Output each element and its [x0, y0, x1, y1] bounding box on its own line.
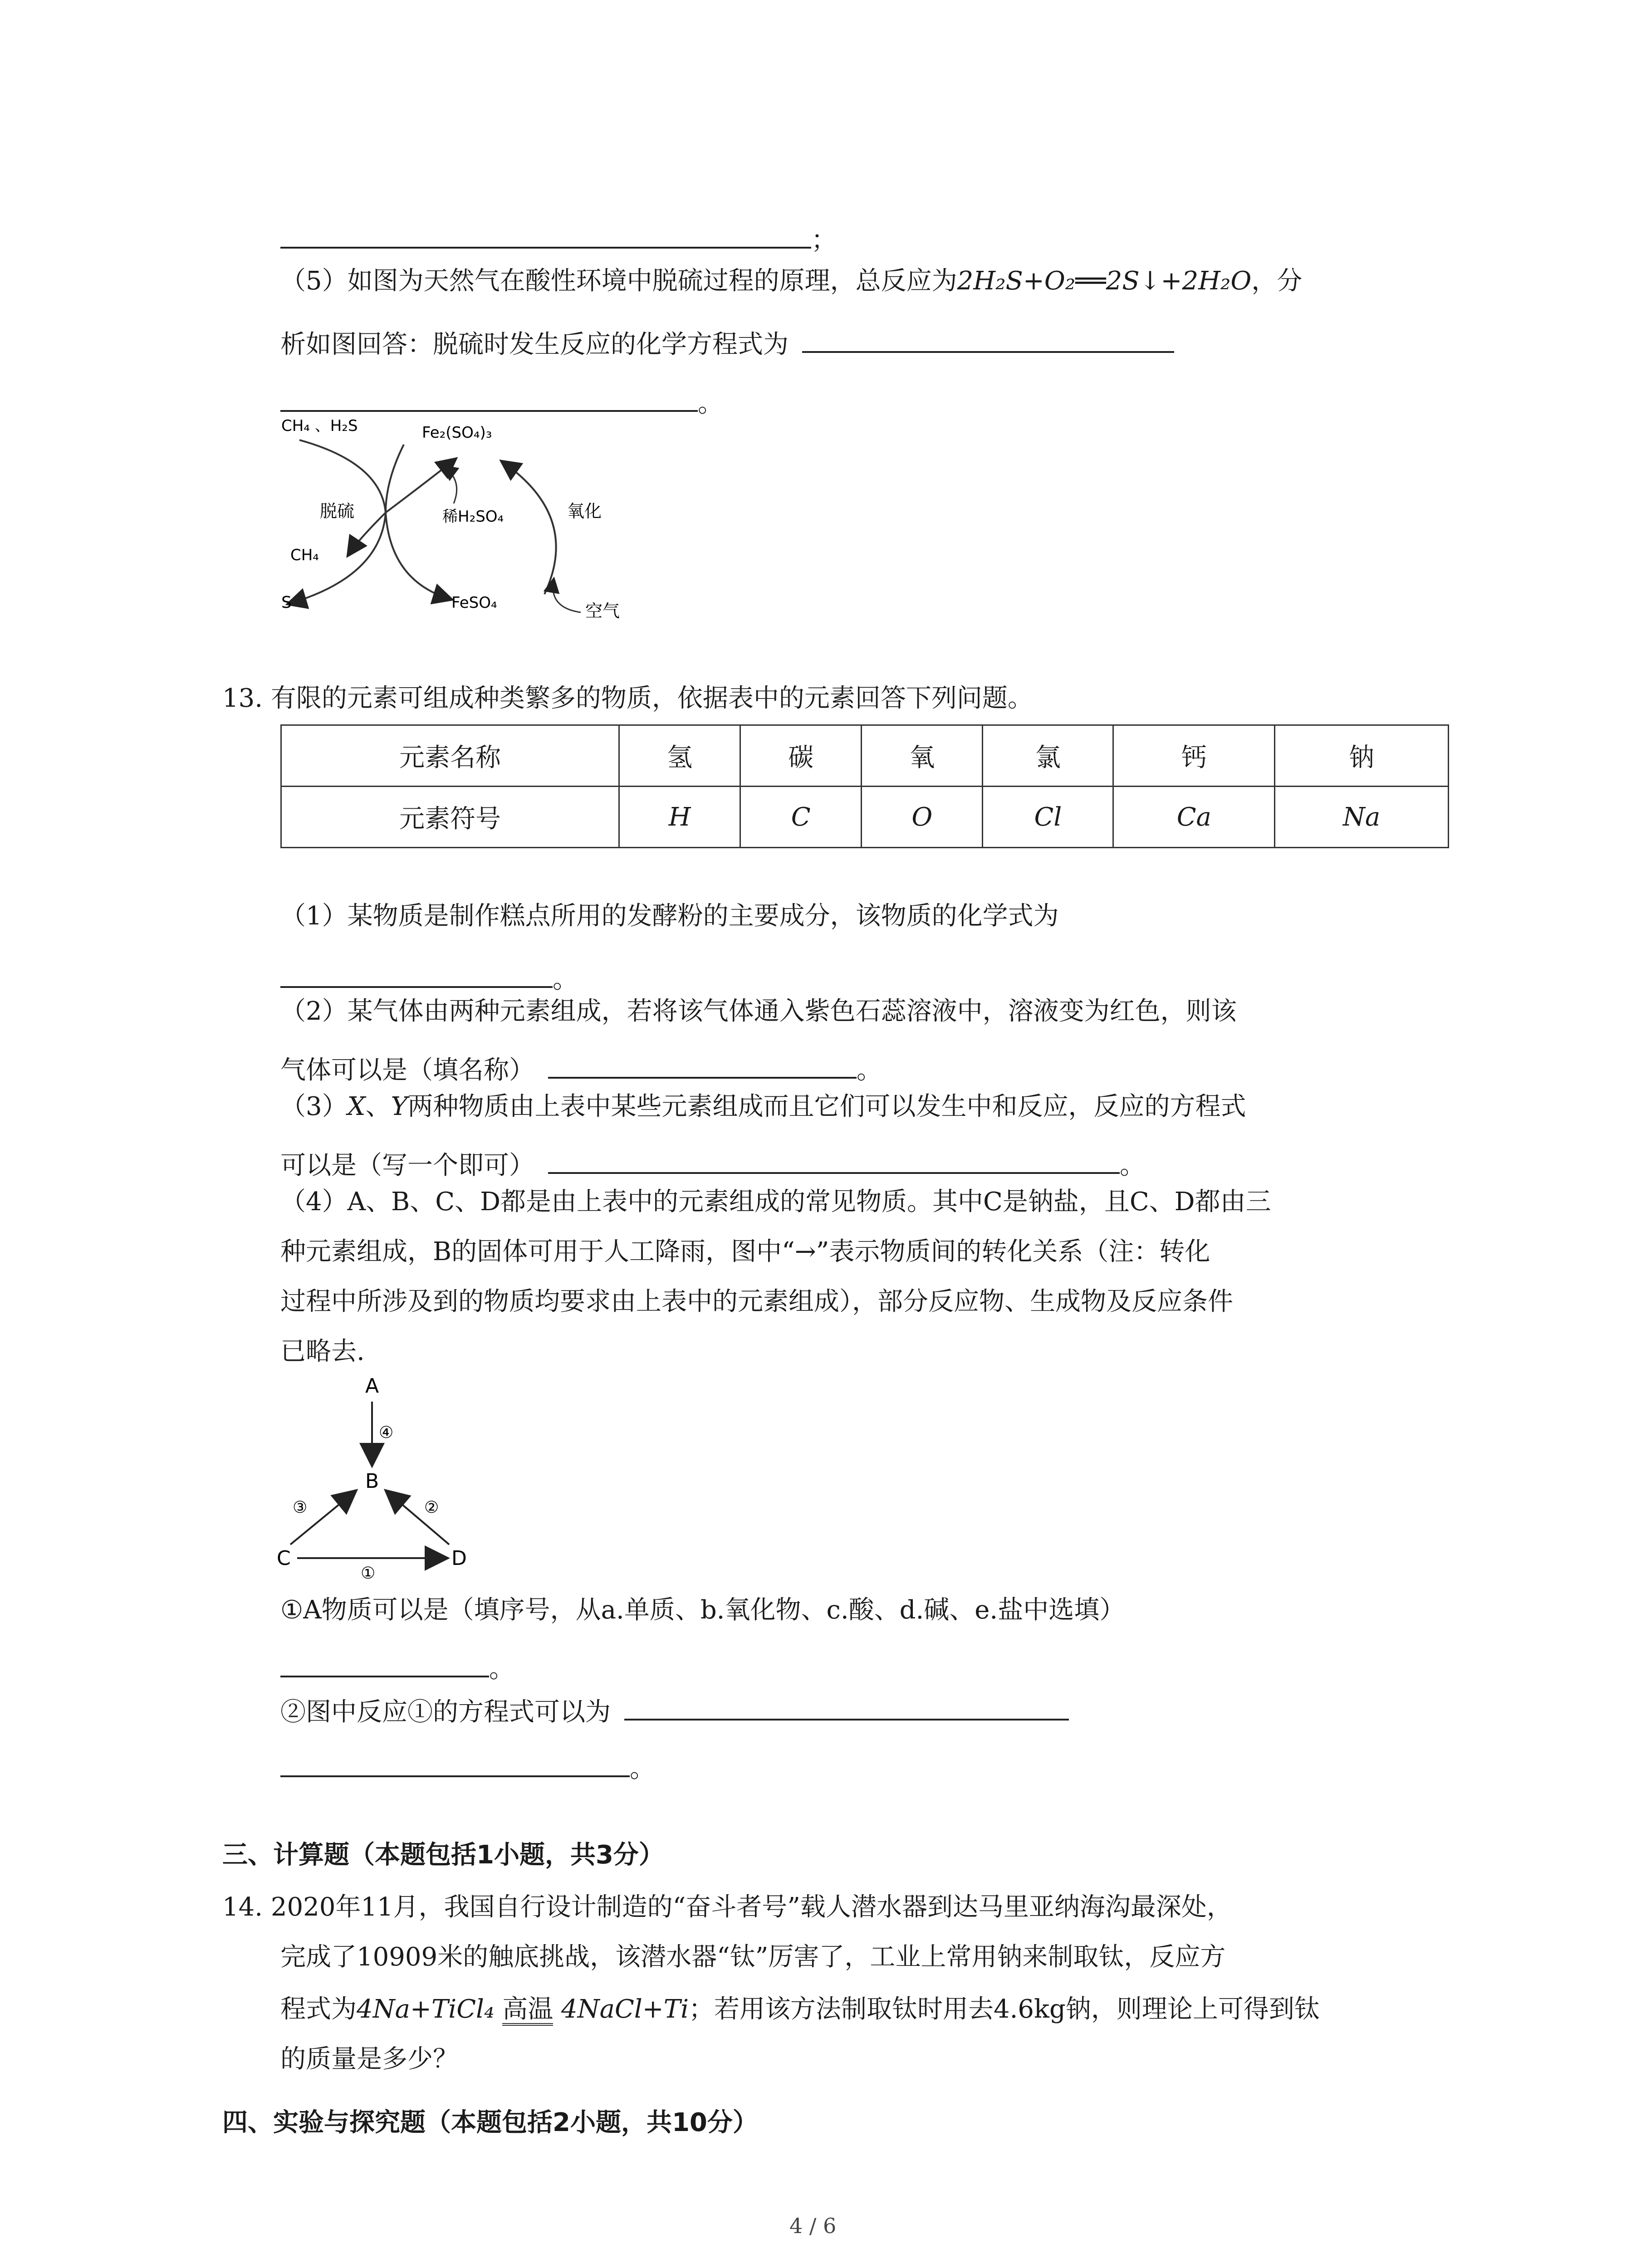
- q13-p3b: [280, 1143, 1145, 1184]
- node-d: D: [451, 1547, 467, 1570]
- table-cell: Ca: [1113, 787, 1275, 848]
- q14-line-b: 完成了10909米的触底挑战，该潜水器“钛”厉害了，工业上常用钠来制取钛，反应方: [280, 1942, 1226, 1972]
- reaction-condition: 高温: [502, 1996, 553, 2026]
- table-cell: 钠: [1275, 725, 1449, 787]
- table-cell: 碳: [740, 725, 862, 787]
- section-3-title: 三、计算题（本题包括1小题，共3分）: [222, 1840, 664, 1870]
- label-tuoliu: 脱硫: [320, 501, 355, 521]
- q13-intro: 13. 有限的元素可组成种类繁多的物质，依据表中的元素回答下列问题。: [222, 684, 1033, 713]
- table-cell: 氢: [619, 725, 740, 787]
- table-cell: O: [862, 787, 983, 848]
- h2so4-arrow: [445, 467, 457, 503]
- punct: 。: [489, 1654, 514, 1684]
- answer-line: [280, 1746, 655, 1787]
- section-4-title: 四、实验与探究题（本题包括2小题，共10分）: [222, 2108, 758, 2137]
- label-ch4: CH₄: [290, 546, 319, 564]
- text: ②图中反应①的方程式可以为: [280, 1697, 611, 1727]
- answer-blank: [280, 1746, 630, 1777]
- var-y: Y: [391, 1092, 408, 1121]
- q14-line-c: [280, 1991, 1320, 2028]
- text: 程式为: [280, 1994, 357, 2024]
- label-ch4-h2s: CH₄ 、H₂S: [281, 417, 358, 435]
- text: （5）如图为天然气在酸性环境中脱硫过程的原理，总反应为: [280, 266, 957, 296]
- label-kongqi: 空气: [585, 601, 620, 621]
- q13-p4d: 已略去.: [280, 1337, 365, 1366]
- answer-blank: [548, 1143, 1120, 1174]
- label-fe2so43: Fe₂(SO₄)₃: [422, 424, 492, 442]
- label-xih2so4: 稀H₂SO₄: [442, 508, 504, 526]
- conversion-diagram: [277, 1370, 490, 1583]
- reaction-rhs: 4NaCl+Ti: [561, 1994, 689, 2024]
- table-cell: C: [740, 787, 862, 848]
- q13-s1: ①A物质可以是（填序号，从a.单质、b.氧化物、c.酸、d.碱、e.盐中选填）: [280, 1595, 1125, 1625]
- q12-5-intro: [280, 263, 1302, 299]
- q13-p4b: 种元素组成，B的固体可用于人工降雨，图中“→”表示物质间的转化关系（注：转化: [280, 1237, 1210, 1266]
- punct: ；: [811, 225, 837, 255]
- reaction-lhs: 4Na+TiCl₄: [357, 1994, 495, 2024]
- var-x: X: [347, 1092, 366, 1121]
- label-4: ④: [379, 1423, 394, 1442]
- node-b: B: [365, 1470, 379, 1493]
- text: 两种物质由上表中某些元素组成而且它们可以发生中和反应，反应的方程式: [407, 1092, 1246, 1121]
- label-s: S: [281, 593, 292, 612]
- table-row: [281, 787, 1449, 848]
- q14-line-a: 14. 2020年11月，我国自行设计制造的“奋斗者号”载人潜水器到达马里亚纳海沟最深处，: [222, 1892, 1232, 1922]
- total-reaction: 2H₂S+O₂══2S↓+2H₂O: [957, 266, 1252, 296]
- left-arc: [290, 440, 386, 603]
- label-feso4: FeSO₄: [451, 594, 497, 612]
- table-cell: 元素名称: [281, 725, 619, 787]
- table-cell: 氯: [983, 725, 1113, 787]
- element-table: [280, 724, 1449, 848]
- answer-blank: [280, 218, 811, 249]
- ch4-arrow: [349, 513, 386, 553]
- answer-blank: [280, 1647, 489, 1677]
- text: 、: [365, 1092, 391, 1121]
- text: 可以是（写一个即可）: [280, 1151, 534, 1180]
- node-c: C: [277, 1547, 291, 1570]
- table-row: [281, 725, 1449, 787]
- answer-blank: [280, 957, 553, 988]
- text: ，分: [1251, 266, 1303, 296]
- punct: 。: [698, 389, 723, 418]
- punct: 。: [1120, 1151, 1145, 1180]
- punct: 。: [630, 1754, 655, 1784]
- table-cell: 氧: [862, 725, 983, 787]
- q13-p1: （1）某物质是制作糕点所用的发酵粉的主要成分，该物质的化学式为: [280, 901, 1059, 931]
- air-arrow: [553, 581, 581, 612]
- answer-line: [280, 218, 837, 259]
- table-cell: H: [619, 787, 740, 848]
- answer-blank: [280, 381, 698, 412]
- q13-p4c: 过程中所涉及到的物质均要求由上表中的元素组成），部分反应物、生成物及反应条件: [280, 1287, 1233, 1316]
- oxidation-arc: [504, 463, 556, 594]
- text: 析如图回答：脱硫时发生反应的化学方程式为: [280, 330, 789, 359]
- table-cell: 元素符号: [281, 787, 619, 848]
- text: （3）: [280, 1092, 348, 1121]
- node-a: A: [365, 1374, 379, 1398]
- q13-s2: [280, 1690, 1069, 1730]
- q13-p2b: [280, 1048, 882, 1089]
- answer-line: [280, 957, 578, 998]
- label-1: ①: [361, 1564, 376, 1583]
- label-2: ②: [424, 1498, 439, 1517]
- q12-5-line2: [280, 322, 1174, 363]
- table-cell: Cl: [983, 787, 1113, 848]
- label-3: ③: [293, 1498, 308, 1517]
- answer-blank: [548, 1048, 857, 1079]
- to-fe2so43-arrow: [386, 460, 454, 513]
- q13-p2a: （2）某气体由两种元素组成，若将该气体通入紫色石蕊溶液中，溶液变为红色，则该: [280, 997, 1237, 1026]
- punct: 。: [553, 965, 578, 994]
- page-number: 4 / 6: [789, 2214, 837, 2238]
- label-yanghua: 氧化: [567, 501, 602, 521]
- answer-blank: [624, 1690, 1069, 1721]
- answer-line: [280, 1647, 514, 1687]
- text: 气体可以是（填名称）: [280, 1056, 534, 1085]
- q14-line-d: 的质量是多少？: [280, 2044, 458, 2074]
- q13-p4a: （4）A、B、C、D都是由上表中的元素组成的常见物质。其中C是钠盐，且C、D都由三: [280, 1187, 1271, 1217]
- punct: 。: [857, 1056, 882, 1085]
- table-cell: Na: [1275, 787, 1449, 848]
- table-cell: 钙: [1113, 725, 1275, 787]
- answer-blank: [802, 322, 1174, 353]
- text: ；若用该方法制取钛时用去4.6kg钠，则理论上可得到钛: [689, 1994, 1320, 2024]
- right-arc: [386, 445, 449, 599]
- q13-p3a: [280, 1089, 1246, 1125]
- desulfurization-diagram: [272, 408, 644, 626]
- arrow-d-b: [388, 1492, 449, 1545]
